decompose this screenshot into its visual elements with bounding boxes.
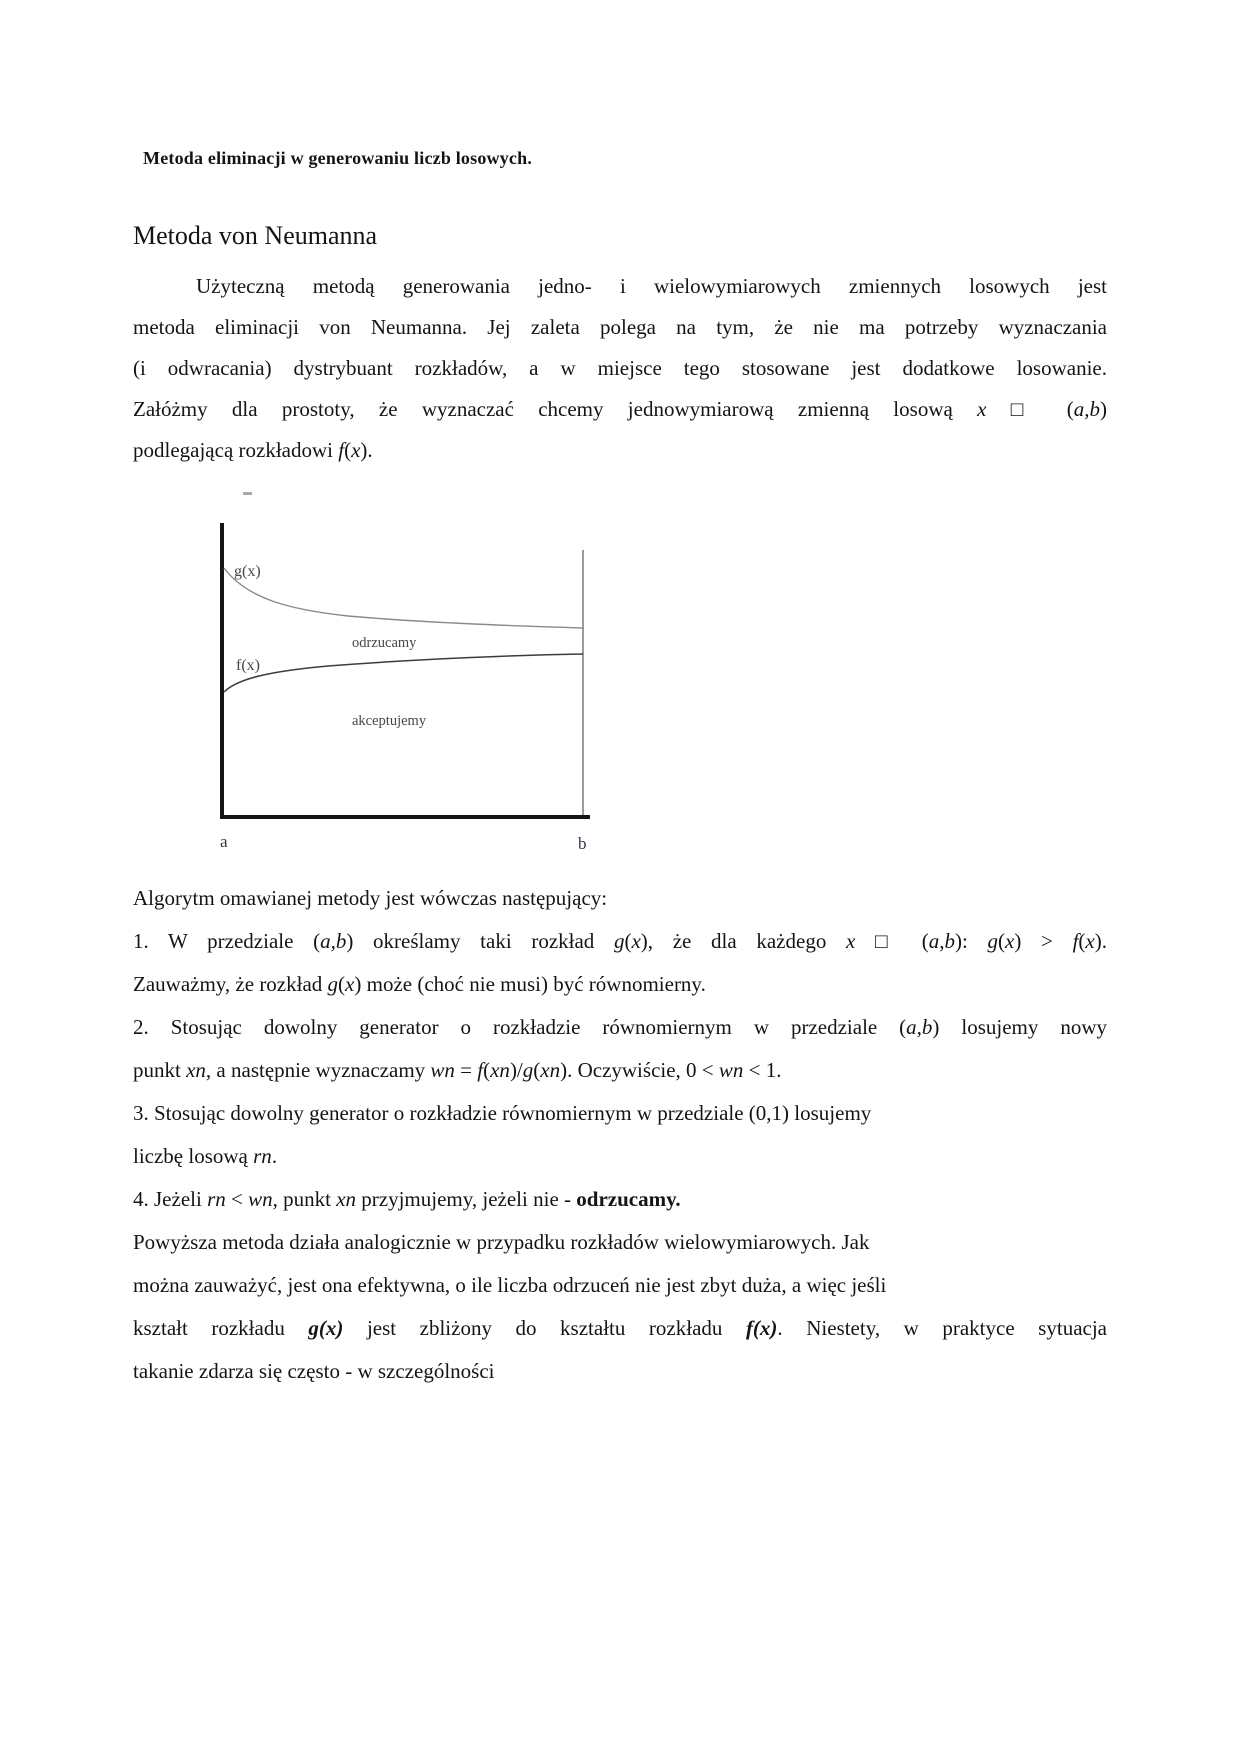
text-segment: punkt bbox=[133, 1058, 187, 1082]
text-segment: < 1. bbox=[743, 1058, 782, 1082]
text-segment: można zauważyć, jest ona efektywna, o ile liczba odrzuceń nie jest zbyt duża, a więc jeśli bbox=[133, 1273, 887, 1297]
text-segment: metoda eliminacji von Neumanna. Jej zaleta polega na tym, że nie ma potrzeby wyznaczania bbox=[133, 315, 1107, 339]
text-segment: liczbę losową bbox=[133, 1144, 254, 1168]
text-segment: ( bbox=[533, 1058, 541, 1082]
text-segment: xn bbox=[490, 1058, 510, 1082]
section-heading: Metoda von Neumanna bbox=[133, 221, 378, 250]
text-segment: 3. Stosując dowolny generator o rozkładzie równomiernym w przedziale (0,1) losujemy bbox=[133, 1101, 872, 1125]
text-segment: Załóżmy dla prostoty, że wyznaczać chcemy jednowymiarową zmienną losową bbox=[133, 397, 978, 421]
text-segment: . bbox=[271, 1144, 278, 1168]
text-segment: (i odwracania) dystrybuant rozkładów, a w miejsce tego stosowane jest dodatkowe losowanie. bbox=[133, 356, 1107, 380]
text-segment: Powyższa metoda działa analogicznie w przypadku rozkładów wielowymiarowych. Jak bbox=[133, 1230, 870, 1254]
y-axis bbox=[220, 523, 224, 819]
text-segment: x bbox=[345, 972, 355, 996]
text-segment: x bbox=[846, 929, 856, 953]
text-segment: g bbox=[613, 929, 625, 953]
stray-dash bbox=[243, 492, 252, 495]
text-segment: □ ( bbox=[986, 397, 1074, 421]
text-segment: f(x) bbox=[745, 1316, 778, 1340]
text-segment: ( bbox=[624, 929, 632, 953]
text-segment: Zauważmy, że rozkład bbox=[133, 972, 328, 996]
text-line bbox=[133, 1178, 1107, 1221]
text-segment: g bbox=[327, 972, 339, 996]
text-segment: x bbox=[1085, 929, 1095, 953]
text-segment: ). Oczywiście, 0 < bbox=[560, 1058, 719, 1082]
text-segment: kształt rozkładu bbox=[133, 1316, 309, 1340]
text-line bbox=[133, 307, 1107, 348]
text-segment: Użyteczną metodą generowania jedno- i wielowymiarowych zmiennych losowych jest bbox=[196, 274, 1107, 298]
x-axis bbox=[220, 815, 590, 819]
text-line bbox=[133, 1264, 1107, 1307]
text-segment: x bbox=[1005, 929, 1015, 953]
text-segment: g(x) bbox=[308, 1316, 344, 1340]
text-segment: wn bbox=[248, 1187, 273, 1211]
text-segment: < bbox=[225, 1187, 249, 1211]
text-segment: x bbox=[351, 438, 361, 462]
text-segment: odrzucamy. bbox=[576, 1187, 681, 1211]
text-segment: g bbox=[522, 1058, 534, 1082]
text-segment: 4. Jeżeli bbox=[133, 1187, 208, 1211]
text-segment: a,b bbox=[1073, 397, 1100, 421]
text-segment: ( bbox=[998, 929, 1006, 953]
text-segment: □ ( bbox=[855, 929, 929, 953]
text-line bbox=[133, 1350, 1107, 1393]
text-segment: a,b bbox=[928, 929, 956, 953]
text-line bbox=[133, 1049, 1107, 1092]
text-line bbox=[133, 920, 1107, 963]
text-segment: f bbox=[338, 438, 345, 462]
text-segment: ) losujemy nowy bbox=[932, 1015, 1107, 1039]
text-segment: jest zbliżony do kształtu rozkładu bbox=[343, 1316, 746, 1340]
text-segment: ): bbox=[955, 929, 988, 953]
text-line bbox=[133, 266, 1107, 307]
text-segment: = bbox=[454, 1058, 478, 1082]
text-segment: xn bbox=[336, 1187, 357, 1211]
text-segment: 1. W przedziale ( bbox=[133, 929, 321, 953]
text-line bbox=[133, 1307, 1107, 1350]
text-segment: xn bbox=[186, 1058, 206, 1082]
text-segment: )/ bbox=[509, 1058, 523, 1082]
f-curve bbox=[224, 654, 583, 692]
text-segment: ( bbox=[483, 1058, 491, 1082]
text-segment: , punkt bbox=[272, 1187, 337, 1211]
algorithm-section bbox=[133, 877, 1107, 1393]
accept-region-label: akceptujemy bbox=[352, 713, 427, 729]
text-segment: podlegającą rozkładowi bbox=[133, 438, 339, 462]
text-line bbox=[133, 1221, 1107, 1264]
f-curve-label: f(x) bbox=[236, 657, 260, 674]
text-segment: takanie zdarza się często - w szczególności bbox=[133, 1359, 495, 1383]
text-segment: x bbox=[631, 929, 641, 953]
text-segment: ). bbox=[1094, 929, 1107, 953]
text-line bbox=[133, 877, 1107, 920]
text-segment: , a następnie wyznaczamy bbox=[205, 1058, 431, 1082]
text-segment: przyjmujemy, jeżeli nie - bbox=[356, 1187, 577, 1211]
intro-paragraph bbox=[133, 266, 1107, 471]
text-segment: ) określamy taki rozkład bbox=[346, 929, 614, 953]
x-axis-label-a: a bbox=[220, 832, 228, 851]
text-segment: f bbox=[477, 1058, 484, 1082]
text-segment: x bbox=[977, 397, 987, 421]
text-line bbox=[133, 963, 1107, 1006]
text-segment: ( bbox=[338, 972, 346, 996]
text-segment: a,b bbox=[906, 1015, 933, 1039]
text-segment: ) bbox=[1100, 397, 1107, 421]
g-curve bbox=[224, 568, 583, 628]
text-segment: xn bbox=[540, 1058, 561, 1082]
text-segment: ) > bbox=[1014, 929, 1073, 953]
text-segment: ), że dla każdego bbox=[640, 929, 846, 953]
text-line bbox=[133, 348, 1107, 389]
text-line bbox=[133, 1135, 1107, 1178]
text-segment: 2. Stosując dowolny generator o rozkładzie równomiernym w przedziale ( bbox=[133, 1015, 907, 1039]
text-segment: a,b bbox=[320, 929, 347, 953]
text-segment: ( bbox=[344, 438, 352, 462]
text-segment: . Niestety, w praktyce sytuacja bbox=[777, 1316, 1107, 1340]
rejection-method-figure bbox=[198, 450, 598, 862]
text-segment: f bbox=[1072, 929, 1079, 953]
text-segment: ( bbox=[1078, 929, 1086, 953]
text-segment: rn bbox=[207, 1187, 226, 1211]
text-segment: ). bbox=[360, 438, 373, 462]
g-curve-label: g(x) bbox=[234, 563, 261, 580]
text-segment: Algorytm omawianej metody jest wówczas następujący: bbox=[133, 886, 608, 910]
text-segment: g bbox=[987, 929, 999, 953]
text-line bbox=[133, 389, 1107, 430]
text-line bbox=[133, 1006, 1107, 1049]
reject-region-label: odrzucamy bbox=[352, 635, 417, 651]
text-line bbox=[133, 1092, 1107, 1135]
x-axis-label-b: b bbox=[578, 834, 587, 853]
text-segment: ) może (choć nie musi) być równomierny. bbox=[354, 972, 706, 996]
text-segment: rn bbox=[253, 1144, 272, 1168]
document-title: Metoda eliminacji w generowaniu liczb losowych. bbox=[143, 148, 533, 168]
text-segment: wn bbox=[430, 1058, 455, 1082]
text-segment: wn bbox=[718, 1058, 744, 1082]
